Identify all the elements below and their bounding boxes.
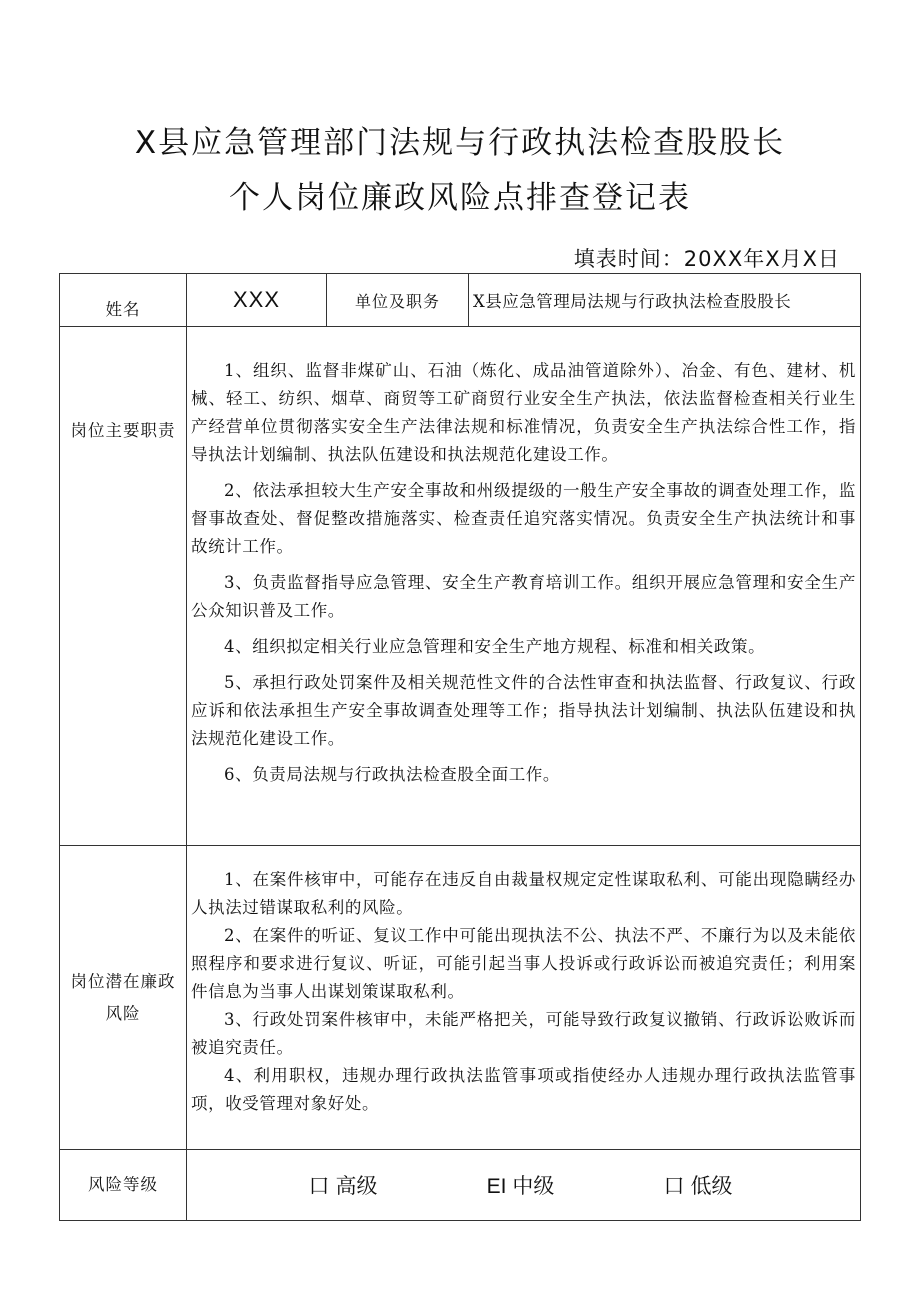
risk-item: 3、行政处罚案件核审中，未能严格把关，可能导致行政复议撤销、行政诉讼败诉而被追究责任。 [191, 1010, 856, 1057]
checkbox-icon: 口 [663, 1175, 685, 1198]
duty-item: 1、组织、监督非煤矿山、石油（炼化、成品油管道除外）、冶金、有色、建材、机械、轻工、纺织、烟草、商贸等工矿商贸行业安全生产执法，依法监督检查相关行业生产经营单位贯彻落实安全生产法律法规和标准情况，负责安全生产执法综合性工作，指导执法计划编制、执法队伍建设和执法规范化建设工作。 [191, 361, 856, 464]
risks-row [60, 846, 861, 1150]
level-row [60, 1150, 861, 1221]
position-value: X县应急管理局法规与行政执法检查股股长 [469, 274, 861, 327]
duties-row [60, 327, 861, 846]
level-options [187, 1150, 861, 1221]
duty-item: 3、负责监督指导应急管理、安全生产教育培训工作。组织开展应急管理和安全生产公众知识普及工作。 [191, 573, 856, 620]
duties-content [187, 327, 861, 846]
level-option-low[interactable] [663, 1170, 738, 1200]
risks-content [187, 846, 861, 1150]
checked-checkbox-icon: EI [486, 1175, 507, 1198]
level-text-medium: 中级 [512, 1175, 555, 1198]
name-label: 姓名 [60, 274, 187, 327]
level-option-medium[interactable] [487, 1170, 561, 1200]
name-row [60, 274, 861, 327]
risk-item: 2、在案件的听证、复议工作中可能出现执法不公、执法不严、不廉行为以及未能依照程序和要求进行复议、听证，可能引起当事人投诉或行政诉讼而被追究责任；利用案件信息为当事人出谋划策谋取私利。 [191, 926, 856, 1001]
name-value: XXX [187, 274, 327, 327]
form-title-line-2: 个人岗位廉政风险点排查登记表 [229, 180, 691, 216]
risk-item: 1、在案件核审中，可能存在违反自由裁量权规定定性谋取私利、可能出现隐瞒经办人执法过错谋取私利的风险。 [191, 870, 856, 917]
checkbox-icon: 口 [308, 1175, 330, 1198]
risk-registration-table [59, 273, 861, 1221]
duties-label: 岗位主要职责 [60, 327, 187, 846]
level-text-low: 低级 [690, 1175, 733, 1198]
duty-item: 5、承担行政处罚案件及相关规范性文件的合法性审查和执法监督、行政复议、行政应诉和依法承担生产安全事故调查处理等工作；指导执法计划编制、执法队伍建设和执法规范化建设工作。 [191, 673, 856, 748]
level-option-high[interactable] [309, 1170, 384, 1200]
position-label: 单位及职务 [327, 274, 469, 327]
duty-item: 6、负责局法规与行政执法检查股全面工作。 [224, 765, 560, 784]
risks-label: 岗位潜在廉政风险 [60, 846, 187, 1150]
level-label: 风险等级 [60, 1150, 187, 1221]
duty-item: 2、依法承担较大生产安全事故和州级提级的一般生产安全事故的调查处理工作，监督事故查处、督促整改措施落实、检查责任追究落实情况。负责安全生产执法统计和事故统计工作。 [191, 481, 856, 556]
form-title-line-1: X县应急管理部门法规与行政执法检查股股长 [134, 125, 786, 161]
duty-item: 4、组织拟定相关行业应急管理和安全生产地方规程、标准和相关政策。 [224, 637, 766, 656]
level-text-high: 高级 [335, 1175, 378, 1198]
risk-item: 4、利用职权，违规办理行政执法监管事项或指使经办人违规办理行政执法监管事项，收受管理对象好处。 [191, 1066, 856, 1113]
fill-date: 填表时间：20XX年X月X日 [573, 247, 840, 271]
